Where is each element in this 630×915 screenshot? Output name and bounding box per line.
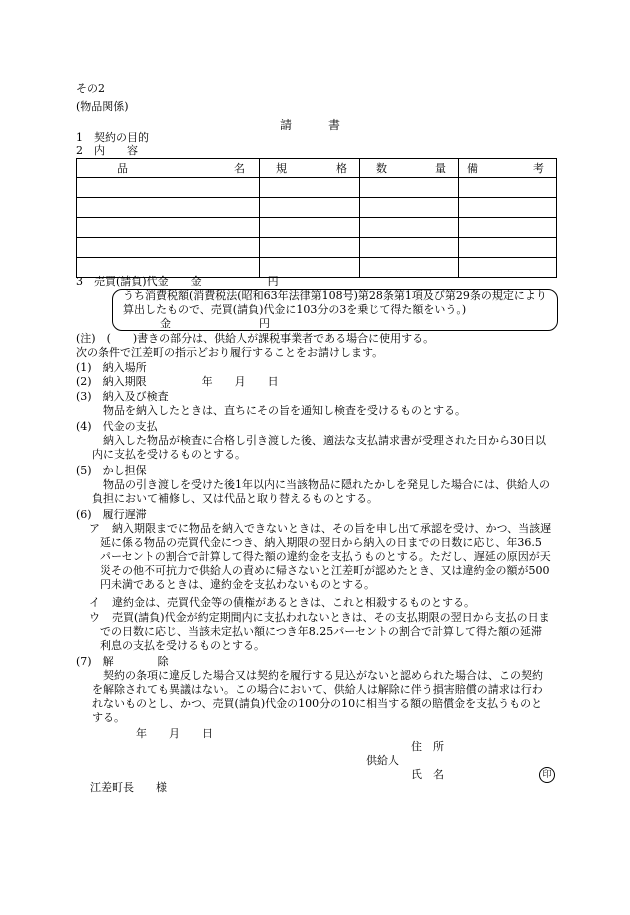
header-spec: 規 格 xyxy=(260,159,360,178)
table-header-row xyxy=(77,159,557,178)
condition-3: (3) 納入及び検査 xyxy=(76,390,169,403)
name-label: 氏 名 xyxy=(411,768,444,781)
addressee: 江差町長 様 xyxy=(90,781,167,794)
signature-date: 年 月 日 xyxy=(136,727,213,740)
usage-note: (注) ( )書きの部分は、供給人が課税事業者である場合に使用する。 xyxy=(76,332,435,345)
supplier-label: 供給人 xyxy=(366,754,399,767)
condition-4: (4) 代金の支払 xyxy=(76,420,158,433)
condition-1: (1) 納入場所 xyxy=(76,361,147,374)
table-row xyxy=(77,238,557,258)
condition-4-body: 納入した物品が検査に合格し引き渡した後、適法な支払請求書が受理された日から30日以内に支払を受けるものとする。 xyxy=(92,434,546,461)
delay-item-u-mark: ウ xyxy=(89,611,100,624)
header-item-name: 品 名 xyxy=(77,159,260,178)
seal-mark: 印 xyxy=(539,767,555,783)
delay-item-u-text: 売買(請負)代金が約定期間内に支払われないときは、その支払期限の翌日から支払の日までの日数に応じ、当該未定払い額につき年8.25パーセントの割合で計算して得た額の延滞利息の支払を受けるものとする。 xyxy=(100,611,550,652)
header-quantity: 数 量 xyxy=(360,159,459,178)
section-number: その2 xyxy=(76,82,105,95)
intro-text: 次の条件で江差町の指示どおり履行することをお請けします。 xyxy=(76,346,384,359)
condition-2: (2) 納入期限 年 月 日 xyxy=(76,375,279,388)
address-label: 住 所 xyxy=(411,740,444,753)
condition-5-body: 物品の引き渡しを受けた後1年以内に当該物品に隠れたかしを発見した場合には、供給人の負担において補修し、又は代品と取り替えるものとする。 xyxy=(92,478,550,505)
tax-amount: 金 円 xyxy=(160,317,270,330)
section-subtitle: (物品関係) xyxy=(76,100,129,113)
condition-5: (5) かし担保 xyxy=(76,464,147,477)
delay-item-i-text: 違約金は、売買代金等の債権があるときは、これと相殺するものとする。 xyxy=(112,596,475,609)
purpose-label: 1 契約の目的 xyxy=(76,131,149,144)
items-table xyxy=(76,158,557,278)
condition-7: (7) 解 除 xyxy=(76,655,169,668)
table-row xyxy=(77,178,557,198)
contents-label: 2 内 容 xyxy=(76,144,138,157)
header-remarks: 備 考 xyxy=(459,159,557,178)
tax-note: うち消費税額(消費税法(昭和63年法律第108号)第28条第1項及び第29条の規定により算出したもので、売買(請負)代金に103分の3を乗じて得た額をいう。) xyxy=(123,289,547,316)
condition-3-body: 物品を納入したときは、直ちにその旨を通知し検査を受けるものとする。 xyxy=(103,404,466,417)
delay-item-a-text: 納入期限までに物品を納入できないときは、その旨を申し出て承認を受け、かつ、当該遅延に係る物品の売買代金につき、納入期限の翌日から納入の日までの日数に応じ、年36.5パーセントの割合で計算して得た額の違約金を支払うものとする。ただし、遅延の原因が天災その他不可抗力で供給人の責めに帰さないと江差町が認めたとき、又は違約金の額が500円未満であるときは、違約金を支払わないものとする。 xyxy=(100,522,552,591)
table-row xyxy=(77,218,557,238)
table-row xyxy=(77,198,557,218)
condition-7-body: 契約の条項に違反した場合又は契約を履行する見込がないと認められた場合は、この契約を解除されても異議はない。この場合において、供給人は解除に伴う損害賠償の請求は行われないものとし、かつ、売買(請負)代金の100分の10に相当する額の賠償金を支払うものとする。 xyxy=(92,669,543,724)
condition-6: (6) 履行遅滞 xyxy=(76,508,147,521)
delay-item-a-mark: ア xyxy=(89,522,100,535)
delay-item-i-mark: イ xyxy=(89,596,100,609)
price-label: 3 売買(請負)代金 金 円 xyxy=(76,275,279,288)
page-title: 請 書 xyxy=(280,118,341,132)
